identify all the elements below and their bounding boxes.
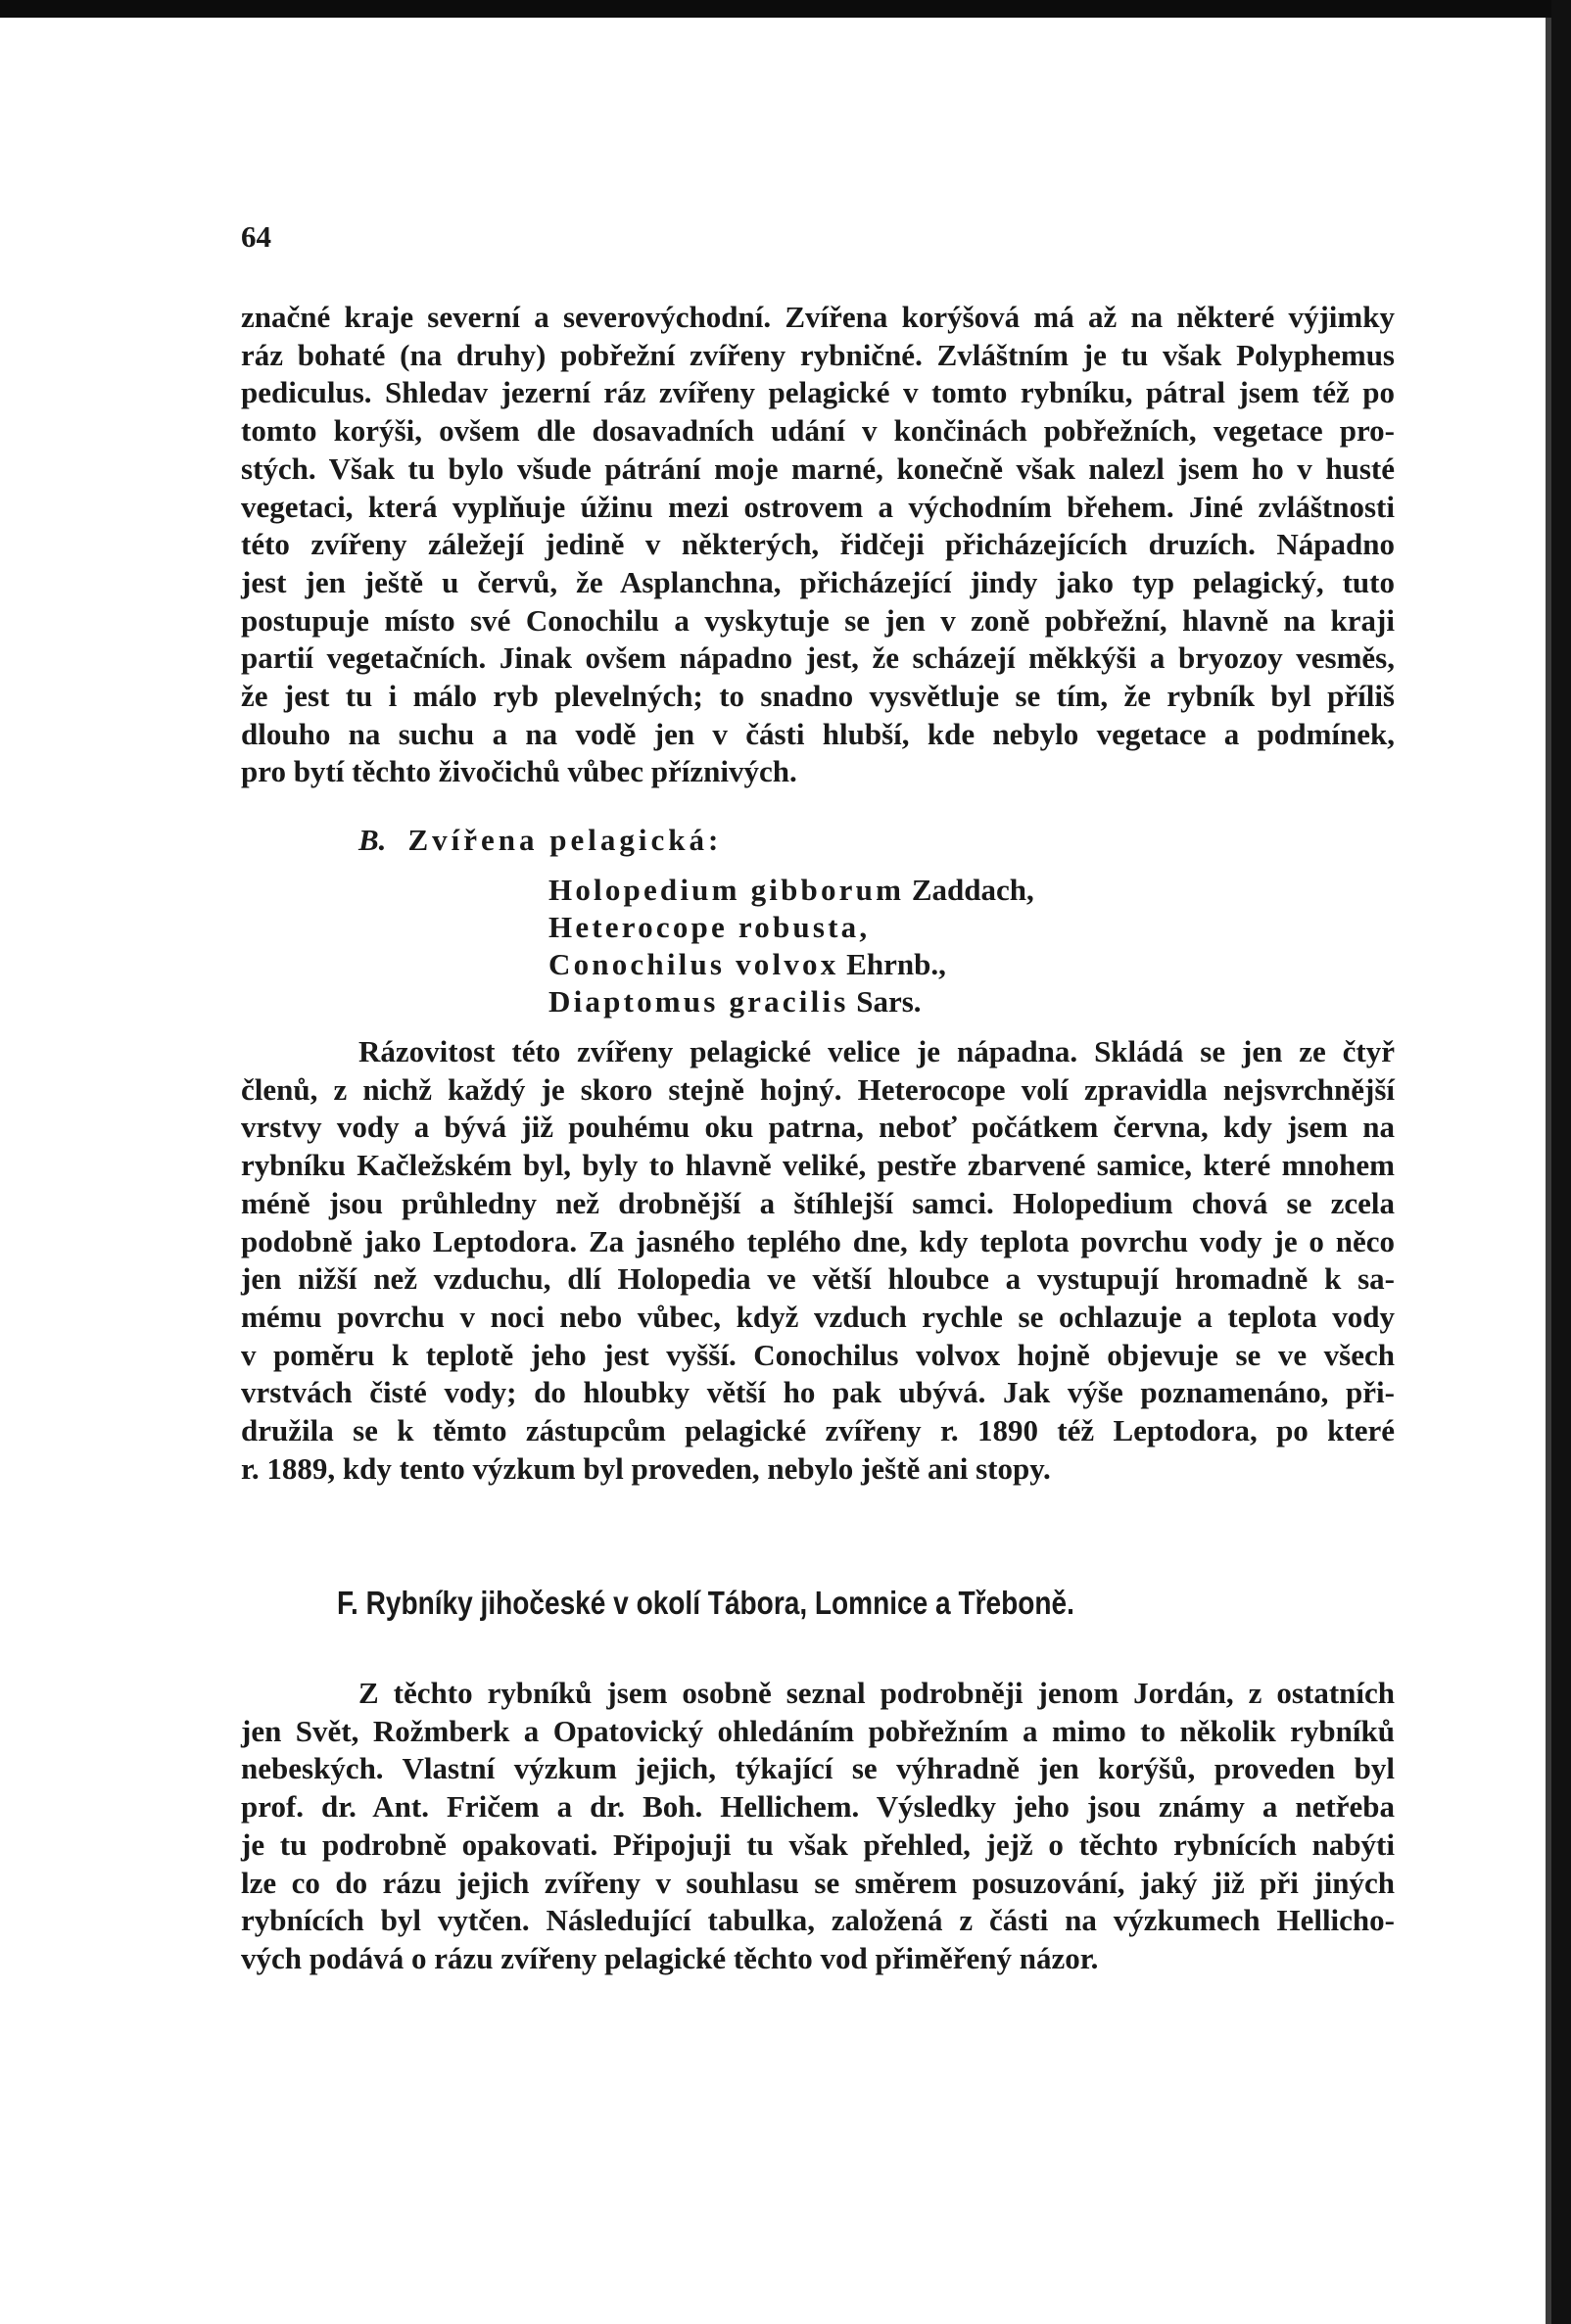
text-line: Rázovitost této zvířeny pelagické velice je nápadna. Skládá se jen ze čtyř (358, 1034, 1395, 1068)
text-line: jest jen ještě u červů, že Asplanchna, přicházející jindy jako typ pelagický, tuto (241, 564, 1395, 599)
text-line: jen nižší než vzduchu, dlí Holopedia ve větší hloubce a vystupují hromadně k sa- (241, 1261, 1395, 1297)
text-line: lze co do rázu jejich zvířeny v souhlasu se směrem posuzování, jaký již při jiných (241, 1865, 1395, 1900)
text-line: Z těchto rybníků jsem osobně seznal podrobněji jenom Jordán, z ostatních (358, 1676, 1395, 1710)
species-item (548, 946, 1034, 983)
text-line: pro bytí těchto živočichů vůbec příznivých. (241, 754, 797, 789)
species-name: Diaptomus gracilis (548, 984, 849, 1019)
text-line: podobně jako Leptodora. Za jasného teplého dne, kdy teplota povrchu vody je o něco (241, 1223, 1395, 1258)
text-line: že jest tu i málo ryb plevelných; to snadno vysvětluje se tím, že rybník byl příliš (241, 679, 1395, 714)
species-author: Sars. (856, 984, 922, 1019)
scan-border-top (0, 0, 1571, 18)
text-line: pediculus. Shledav jezerní ráz zvířeny pelagické v tomto rybníku, pátral jsem též po (241, 375, 1395, 410)
text-line: značné kraje severní a severovýchodní. Zvířena korýšová má až na některé výjimky (241, 300, 1395, 334)
section-f-heading: F. Rybníky jihočeské v okolí Tábora, Lomnice a Třeboně. (337, 1585, 1074, 1621)
text-line: družila se k těmto zástupcům pelagické zvířeny r. 1890 též Leptodora, po které (241, 1413, 1395, 1448)
paragraph-1 (241, 299, 1395, 791)
text-line: členů, z nichž každý je skoro stejně hojný. Heterocope volí zpravidla nejsvrchnější (241, 1071, 1395, 1107)
text-line: méně jsou průhledny než drobnější a štíhlejší samci. Holopedium chová se zcela (241, 1185, 1395, 1220)
text-line: postupuje místo své Conochilu a vyskytuje se jen v zoně pobřežní, hlavně na kraji (241, 602, 1395, 638)
species-item (548, 872, 1034, 909)
paragraph-3 (241, 1675, 1395, 1978)
text-line: partií vegetačních. Jinak ovšem nápadno jest, že scházejí měkkýši a bryozoy vesměs, (241, 640, 1395, 676)
species-list (548, 872, 1034, 1020)
text-line: nebeských. Vlastní výzkum jejich, týkající se výhradně jen korýšů, proveden byl (241, 1751, 1395, 1786)
section-b-title (358, 823, 722, 858)
text-line: vegetaci, která vyplňuje úžinu mezi ostrovem a východním břehem. Jiné zvláštnosti (241, 489, 1395, 524)
species-item (548, 909, 1034, 946)
text-line: mému povrchu v noci nebo vůbec, když vzduch rychle se ochlazuje a teplota vody (241, 1299, 1395, 1334)
text-line: vrstvy vody a bývá již pouhému oku patrna, neboť počátkem června, kdy jsem na (241, 1110, 1395, 1145)
section-b-heading: Zvířena pelagická: (407, 823, 723, 857)
text-line: vrstvách čisté vody; do hloubky větší ho pak ubývá. Jak výše poznamenáno, při- (241, 1375, 1395, 1410)
text-line: prof. dr. Ant. Fričem a dr. Boh. Hellichem. Výsledky jeho jsou známy a netřeba (241, 1789, 1395, 1825)
text-line: v poměru k teplotě jeho jest vyšší. Conochilus volvox hojně objevuje se ve všech (241, 1337, 1395, 1372)
species-name: Holopedium gibborum (548, 873, 905, 907)
species-name: Heterocope robusta, (548, 910, 871, 944)
text-line: rybnících byl vytčen. Následující tabulka, založená z části na výzkumech Hellicho- (241, 1903, 1395, 1938)
species-name: Conochilus volvox (548, 947, 839, 981)
paragraph-2 (241, 1033, 1395, 1488)
text-line: tomto korýši, ovšem dle dosavadních udání v končinách pobřežních, vegetace pro- (241, 413, 1395, 449)
text-line: této zvířeny záležejí jedině v některých, řidčeji přicházejících druzích. Nápadno (241, 527, 1395, 562)
text-line: dlouho na suchu a na vodě jen v části hlubší, kde nebylo vegetace a podmínek, (241, 716, 1395, 751)
text-line: jen Svět, Rožmberk a Opatovický ohledáním pobřežním a mimo to několik rybníků (241, 1713, 1395, 1748)
text-line: ráz bohaté (na druhy) pobřežní zvířeny rybničné. Zvláštním je tu však Polyphemus (241, 337, 1395, 372)
text-line: rybníku Kačležském byl, byly to hlavně veliké, pestře zbarvené samice, které mnohem (241, 1148, 1395, 1183)
scan-border-right (1551, 0, 1571, 2324)
text-line: vých podává o rázu zvířeny pelagické těchto vod přiměřený názor. (241, 1940, 1099, 1975)
species-author: Zaddach, (911, 873, 1034, 907)
text-line: r. 1889, kdy tento výzkum byl proveden, nebylo ještě ani stopy. (241, 1450, 1051, 1486)
species-author: Ehrnb., (846, 947, 946, 981)
text-line: je tu podrobně opakovati. Připojuji tu však přehled, jejž o těchto rybnících nabýti (241, 1826, 1395, 1862)
page-number: 64 (241, 219, 271, 254)
section-b-letter: B. (358, 823, 387, 857)
species-item (548, 983, 1034, 1020)
text-line: stých. Však tu bylo všude pátrání moje marné, konečně však nalezl jsem ho v husté (241, 451, 1395, 486)
